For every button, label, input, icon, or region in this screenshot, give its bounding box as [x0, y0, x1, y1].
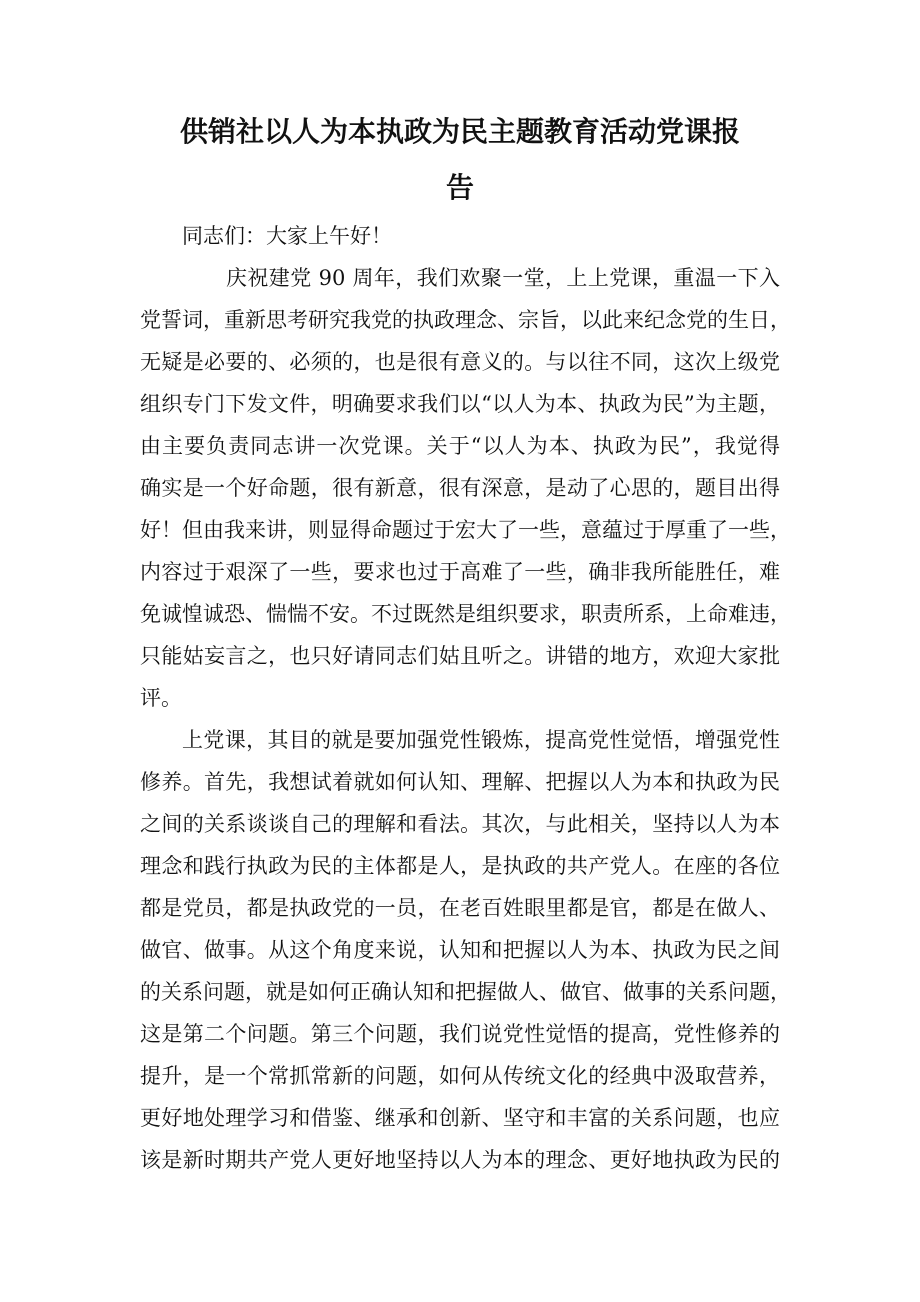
paragraph-2-line: 的关系问题，就是如何正确认知和把握做人、做官、做事的关系问题，	[140, 980, 791, 1004]
paragraph-1-line: 组织专门下发文件，明确要求我们以“以人为本、执政为民”为主题，	[140, 392, 780, 416]
paragraph-2-line: 这是第二个问题。第三个问题，我们说党性觉悟的提高，党性修养的	[140, 1022, 780, 1046]
paragraph-1-line: 内容过于艰深了一些，要求也过于高难了一些，确非我所能胜任，难	[140, 560, 780, 584]
paragraph-2-line: 之间的关系谈谈自己的理解和看法。其次，与此相关，坚持以人为本	[140, 812, 780, 836]
paragraph-1-line: 免诚惶诚恐、惴惴不安。不过既然是组织要求，职责所系，上命难违，	[140, 602, 791, 626]
paragraph-2-line: 上党课，其目的就是要加强党性锻炼，提高党性觉悟，增强党性	[182, 728, 780, 752]
paragraph-1-line: 只能姑妄言之，也只好请同志们姑且听之。讲错的地方，欢迎大家批	[140, 644, 780, 668]
paragraph-2-line: 做官、做事。从这个角度来说，认知和把握以人为本、执政为民之间	[140, 938, 780, 962]
document-title-line-2: 告	[445, 171, 474, 204]
paragraph-2-line: 理念和践行执政为民的主体都是人，是执政的共产党人。在座的各位	[140, 854, 780, 878]
paragraph-2-line: 都是党员，都是执政党的一员，在老百姓眼里都是官，都是在做人、	[140, 896, 780, 920]
paragraph-1-line: 好！但由我来讲，则显得命题过于宏大了一些，意蕴过于厚重了一些，	[140, 518, 791, 542]
paragraph-1-line: 无疑是必要的、必须的，也是很有意义的。与以往不同，这次上级党	[140, 350, 780, 374]
paragraph-2-line: 修养。首先，我想试着就如何认知、理解、把握以人为本和执政为民	[140, 770, 780, 794]
paragraph-1-line: 庆祝建党 90 周年，我们欢聚一堂，上上党课，重温一下入	[226, 266, 780, 290]
paragraph-2-line: 更好地处理学习和借鉴、继承和创新、坚守和丰富的关系问题，也应	[140, 1106, 780, 1130]
paragraph-1-line: 评。	[140, 686, 182, 710]
paragraph-2-line: 该是新时期共产党人更好地坚持以人为本的理念、更好地执政为民的	[140, 1148, 780, 1172]
paragraph-1-line: 党誓词，重新思考研究我党的执政理念、宗旨，以此来纪念党的生日，	[140, 308, 791, 332]
paragraph-1-line: 确实是一个好命题，很有新意，很有深意，是动了心思的，题目出得	[140, 476, 780, 500]
paragraph-2-line: 提升，是一个常抓常新的问题，如何从传统文化的经典中汲取营养，	[140, 1064, 780, 1088]
document-title-line-1: 供销社以人为本执政为民主题教育活动党课报	[179, 115, 740, 148]
paragraph-1-line: 由主要负责同志讲一次党课。关于“以人为本、执政为民”，我觉得	[140, 434, 780, 458]
greeting: 同志们：大家上午好！	[182, 224, 392, 248]
